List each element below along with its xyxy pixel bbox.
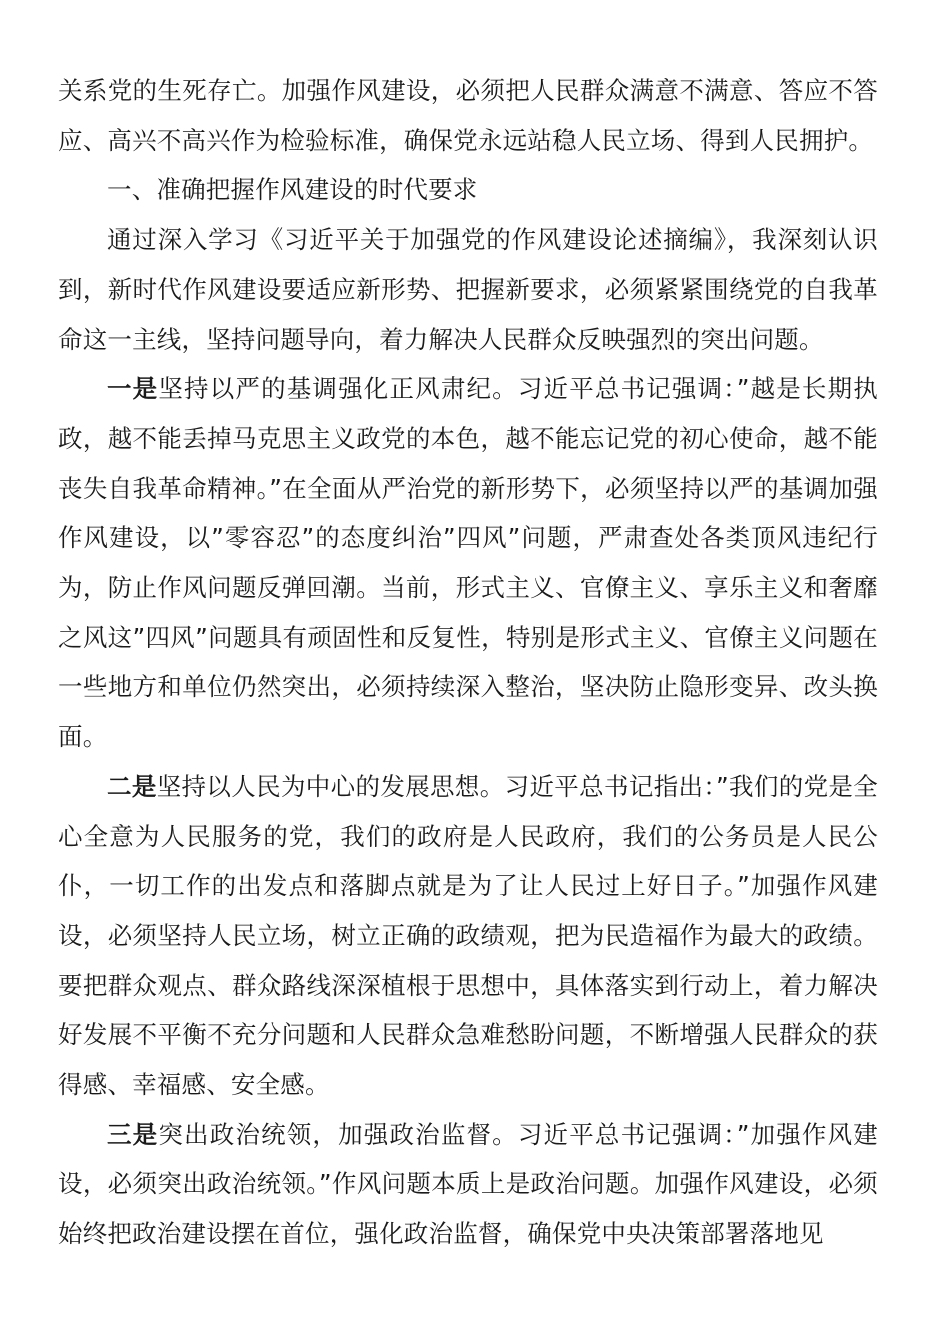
paragraph-text: 坚持以严的基调强化正风肃纪。习近平总书记强调：”越是长期执政，越不能丢掉马克思主义政党的本色，越不能忘记党的初心使命，越不能丧失自我革命精神。”在全面从严治党的新形势下，必须坚持以严的基调加强作风建设，以”零容忍”的态度纠治”四风”问题，严肃查处各类顶风违纪行为，防止作风问题反弹回潮。当前，形式主义、官僚主义、享乐主义和奢靡之风这”四风”问题具有顽固性和反复性，特别是形式主义、官僚主义问题在一些地方和单位仍然突出，必须持续深入整治，坚决防止隐形变异、改头换面。 [58, 374, 878, 752]
paragraph [58, 215, 878, 364]
paragraph-text: 突出政治统领，加强政治监督。习近平总书记强调：”加强作风建设，必须突出政治统领。”作风问题本质上是政治问题。加强作风建设，必须始终把政治建设摆在首位，强化政治监督，确保党中央决策部署落地见 [58, 1119, 878, 1249]
paragraph [58, 66, 878, 165]
paragraph-text: 通过深入学习《习近平关于加强党的作风建设论述摘编》，我深刻认识到，新时代作风建设要适应新形势、把握新要求，必须紧紧围绕党的自我革命这一主线，坚持问题导向，着力解决人民群众反映强烈的突出问题。 [58, 225, 878, 354]
point-lead: 一是 [107, 374, 159, 404]
document-body [58, 66, 878, 1259]
paragraph-text: 坚持以人民为中心的发展思想。习近平总书记指出：”我们的党是全心全意为人民服务的党，我们的政府是人民政府，我们的公务员是人民公仆，一切工作的出发点和落脚点就是为了让人民过上好日子。”加强作风建设，必须坚持人民立场，树立正确的政绩观，把为民造福作为最大的政绩。要把群众观点、群众路线深深植根于思想中，具体落实到行动上，着力解决好发展不平衡不充分问题和人民群众急难愁盼问题，不断增强人民群众的获得感、幸福感、安全感。 [58, 771, 878, 1100]
point-lead: 二是 [107, 771, 157, 801]
section-heading-text: 一、准确把握作风建设的时代要求 [107, 175, 478, 205]
paragraph-point-1 [58, 364, 878, 762]
paragraph-point-3 [58, 1110, 878, 1259]
point-lead: 三是 [107, 1119, 159, 1149]
section-heading [58, 165, 878, 215]
paragraph-text: 关系党的生死存亡。加强作风建设，必须把人民群众满意不满意、答应不答应、高兴不高兴作为检验标准，确保党永远站稳人民立场、得到人民拥护。 [58, 76, 878, 155]
paragraph-point-2 [58, 762, 878, 1110]
